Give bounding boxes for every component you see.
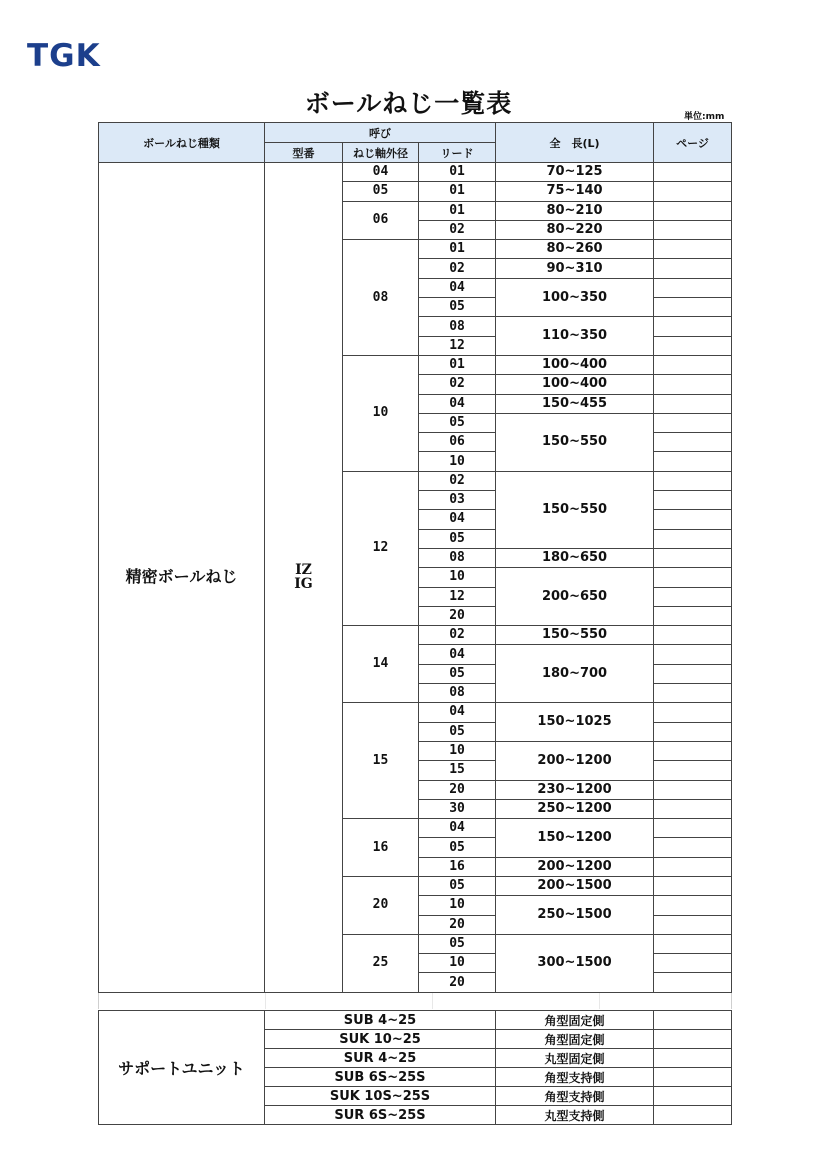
page-cell bbox=[654, 452, 732, 471]
header-model: 型番 bbox=[265, 143, 343, 163]
lead-cell: 05 bbox=[419, 413, 496, 432]
page-cell bbox=[654, 915, 732, 934]
diameter-cell: 25 bbox=[343, 934, 419, 992]
page-cell bbox=[654, 278, 732, 297]
lead-cell: 08 bbox=[419, 317, 496, 336]
page-cell bbox=[654, 780, 732, 799]
lead-cell: 04 bbox=[419, 278, 496, 297]
page-cell bbox=[654, 954, 732, 973]
length-cell: 110~350 bbox=[496, 317, 654, 356]
support-desc-cell: 角型支持側 bbox=[496, 1068, 654, 1087]
support-model-cell: SUR 4~25 bbox=[265, 1049, 496, 1068]
header-length: 全 長(L) bbox=[496, 123, 654, 163]
support-model-cell: SUB 4~25 bbox=[265, 1011, 496, 1030]
lead-cell: 01 bbox=[419, 163, 496, 182]
lead-cell: 04 bbox=[419, 510, 496, 529]
length-cell: 100~350 bbox=[496, 278, 654, 317]
support-desc-cell: 丸型支持側 bbox=[496, 1106, 654, 1125]
diameter-cell: 20 bbox=[343, 876, 419, 934]
page-cell bbox=[654, 819, 732, 838]
lead-cell: 06 bbox=[419, 433, 496, 452]
support-model-cell: SUK 10~25 bbox=[265, 1030, 496, 1049]
page-cell bbox=[654, 163, 732, 182]
page-cell bbox=[654, 703, 732, 722]
support-page-cell bbox=[654, 1106, 732, 1125]
lead-cell: 10 bbox=[419, 741, 496, 760]
page-cell bbox=[654, 857, 732, 876]
page-cell bbox=[654, 433, 732, 452]
lead-cell: 05 bbox=[419, 722, 496, 741]
page-cell bbox=[654, 240, 732, 259]
diameter-cell: 12 bbox=[343, 471, 419, 625]
lead-cell: 01 bbox=[419, 182, 496, 201]
page-cell bbox=[654, 510, 732, 529]
lead-cell: 02 bbox=[419, 375, 496, 394]
page-cell bbox=[654, 394, 732, 413]
lead-cell: 02 bbox=[419, 220, 496, 239]
lead-cell: 16 bbox=[419, 857, 496, 876]
length-cell: 230~1200 bbox=[496, 780, 654, 799]
lead-cell: 10 bbox=[419, 568, 496, 587]
lead-cell: 10 bbox=[419, 896, 496, 915]
length-cell: 200~1200 bbox=[496, 857, 654, 876]
lead-cell: 02 bbox=[419, 259, 496, 278]
support-model-cell: SUB 6S~25S bbox=[265, 1068, 496, 1087]
length-cell: 150~550 bbox=[496, 471, 654, 548]
lead-cell: 04 bbox=[419, 819, 496, 838]
length-cell: 80~260 bbox=[496, 240, 654, 259]
length-cell: 150~550 bbox=[496, 413, 654, 471]
model-cell: IZ IG bbox=[265, 163, 343, 993]
diameter-cell: 15 bbox=[343, 703, 419, 819]
lead-cell: 08 bbox=[419, 684, 496, 703]
unit-label: 単位:mm bbox=[684, 112, 725, 122]
page-title: ボールねじ一覧表 bbox=[304, 89, 513, 118]
lead-cell: 05 bbox=[419, 876, 496, 895]
support-row bbox=[99, 1011, 732, 1030]
page-cell bbox=[654, 182, 732, 201]
length-cell: 150~1025 bbox=[496, 703, 654, 742]
support-model-cell: SUK 10S~25S bbox=[265, 1087, 496, 1106]
diameter-cell: 10 bbox=[343, 355, 419, 471]
lead-cell: 02 bbox=[419, 471, 496, 490]
support-unit-table-body bbox=[99, 1011, 732, 1125]
page-cell bbox=[654, 626, 732, 645]
length-cell: 250~1500 bbox=[496, 896, 654, 935]
diameter-cell: 16 bbox=[343, 819, 419, 877]
page-cell bbox=[654, 317, 732, 336]
ball-screw-table bbox=[98, 122, 732, 993]
lead-cell: 01 bbox=[419, 201, 496, 220]
header-type: ボールねじ種類 bbox=[99, 123, 265, 163]
lead-cell: 04 bbox=[419, 703, 496, 722]
page-cell bbox=[654, 568, 732, 587]
length-cell: 150~550 bbox=[496, 626, 654, 645]
page-cell bbox=[654, 664, 732, 683]
lead-cell: 15 bbox=[419, 761, 496, 780]
lead-cell: 03 bbox=[419, 491, 496, 510]
support-model-cell: SUR 6S~25S bbox=[265, 1106, 496, 1125]
page-cell bbox=[654, 548, 732, 567]
length-cell: 200~650 bbox=[496, 568, 654, 626]
ball-screw-table-body bbox=[99, 163, 732, 993]
page-cell bbox=[654, 259, 732, 278]
length-cell: 80~220 bbox=[496, 220, 654, 239]
lead-cell: 05 bbox=[419, 838, 496, 857]
page-cell bbox=[654, 838, 732, 857]
lead-cell: 20 bbox=[419, 780, 496, 799]
diameter-cell: 05 bbox=[343, 182, 419, 201]
lead-cell: 05 bbox=[419, 934, 496, 953]
page-cell bbox=[654, 934, 732, 953]
length-cell: 150~1200 bbox=[496, 819, 654, 858]
lead-cell: 04 bbox=[419, 645, 496, 664]
length-cell: 150~455 bbox=[496, 394, 654, 413]
lead-cell: 20 bbox=[419, 973, 496, 992]
support-page-cell bbox=[654, 1068, 732, 1087]
page-cell bbox=[654, 587, 732, 606]
lead-cell: 20 bbox=[419, 915, 496, 934]
page-cell bbox=[654, 355, 732, 374]
table-spacer bbox=[98, 993, 732, 1009]
lead-cell: 10 bbox=[419, 452, 496, 471]
lead-cell: 04 bbox=[419, 394, 496, 413]
support-desc-cell: 角型固定側 bbox=[496, 1030, 654, 1049]
lead-cell: 05 bbox=[419, 664, 496, 683]
page-cell bbox=[654, 529, 732, 548]
length-cell: 75~140 bbox=[496, 182, 654, 201]
page-cell bbox=[654, 896, 732, 915]
table-row bbox=[99, 163, 732, 182]
page-cell bbox=[654, 799, 732, 818]
page-cell bbox=[654, 722, 732, 741]
page-cell bbox=[654, 973, 732, 992]
length-cell: 200~1500 bbox=[496, 876, 654, 895]
lead-cell: 01 bbox=[419, 240, 496, 259]
support-unit-table bbox=[98, 1010, 732, 1125]
header-page: ページ bbox=[654, 123, 732, 163]
lead-cell: 10 bbox=[419, 954, 496, 973]
lead-cell: 05 bbox=[419, 298, 496, 317]
length-cell: 200~1200 bbox=[496, 741, 654, 780]
diameter-cell: 04 bbox=[343, 163, 419, 182]
page-cell bbox=[654, 876, 732, 895]
lead-cell: 05 bbox=[419, 529, 496, 548]
length-cell: 180~650 bbox=[496, 548, 654, 567]
support-page-cell bbox=[654, 1049, 732, 1068]
length-cell: 70~125 bbox=[496, 163, 654, 182]
length-cell: 250~1200 bbox=[496, 799, 654, 818]
page-cell bbox=[654, 684, 732, 703]
support-type-cell: サポートユニット bbox=[99, 1011, 265, 1125]
header-nominal: 呼び bbox=[265, 123, 496, 143]
support-page-cell bbox=[654, 1087, 732, 1106]
page-cell bbox=[654, 645, 732, 664]
diameter-cell: 08 bbox=[343, 240, 419, 356]
diameter-cell: 14 bbox=[343, 626, 419, 703]
length-cell: 100~400 bbox=[496, 355, 654, 374]
support-desc-cell: 角型固定側 bbox=[496, 1011, 654, 1030]
lead-cell: 12 bbox=[419, 587, 496, 606]
lead-cell: 20 bbox=[419, 606, 496, 625]
lead-cell: 02 bbox=[419, 626, 496, 645]
length-cell: 80~210 bbox=[496, 201, 654, 220]
lead-cell: 08 bbox=[419, 548, 496, 567]
lead-cell: 12 bbox=[419, 336, 496, 355]
length-cell: 90~310 bbox=[496, 259, 654, 278]
page-cell bbox=[654, 220, 732, 239]
support-desc-cell: 角型支持側 bbox=[496, 1087, 654, 1106]
page-cell bbox=[654, 491, 732, 510]
page-cell bbox=[654, 201, 732, 220]
type-cell: 精密ボールねじ bbox=[99, 163, 265, 993]
brand-logo: TGK bbox=[27, 38, 101, 74]
header-diameter: ねじ軸外径 bbox=[343, 143, 419, 163]
lead-cell: 01 bbox=[419, 355, 496, 374]
page-cell bbox=[654, 413, 732, 432]
support-page-cell bbox=[654, 1030, 732, 1049]
header-lead: リード bbox=[419, 143, 496, 163]
page-cell bbox=[654, 336, 732, 355]
page-cell bbox=[654, 761, 732, 780]
length-cell: 180~700 bbox=[496, 645, 654, 703]
lead-cell: 30 bbox=[419, 799, 496, 818]
page-cell bbox=[654, 741, 732, 760]
page-cell bbox=[654, 298, 732, 317]
page-cell bbox=[654, 606, 732, 625]
support-page-cell bbox=[654, 1011, 732, 1030]
diameter-cell: 06 bbox=[343, 201, 419, 240]
length-cell: 100~400 bbox=[496, 375, 654, 394]
length-cell: 300~1500 bbox=[496, 934, 654, 992]
page-cell bbox=[654, 471, 732, 490]
support-desc-cell: 丸型固定側 bbox=[496, 1049, 654, 1068]
page-cell bbox=[654, 375, 732, 394]
